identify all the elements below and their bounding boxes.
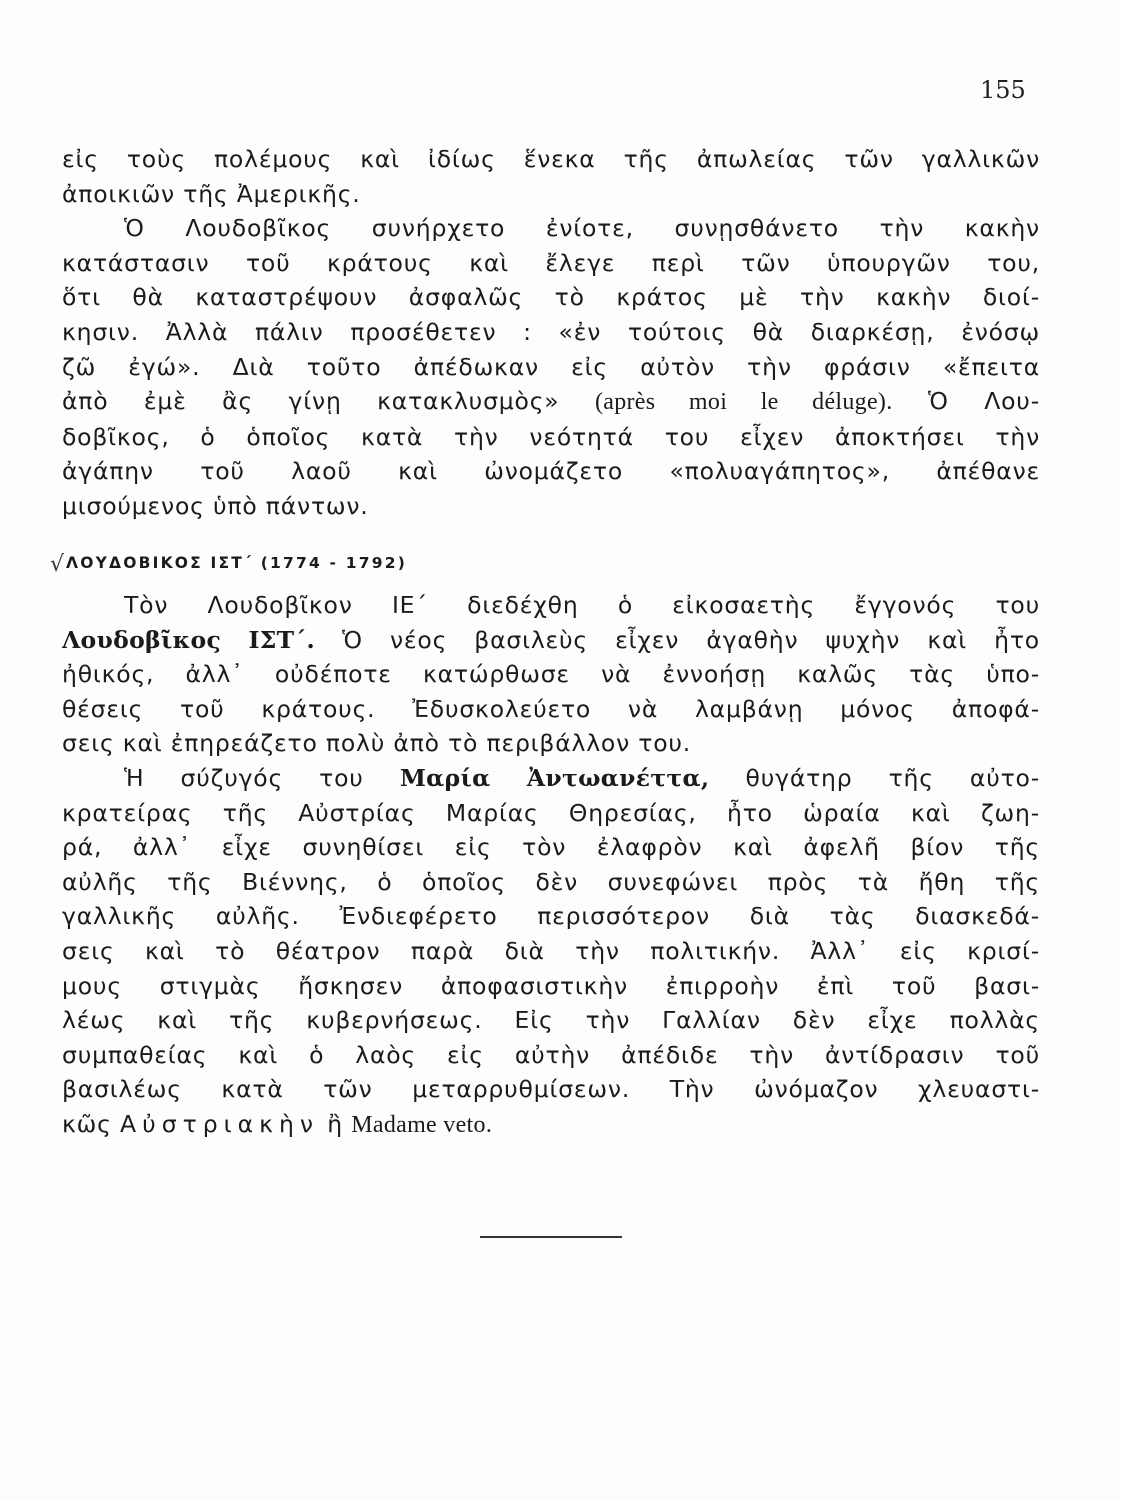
text-line-mixed: [62, 623, 1040, 658]
text-line: δοβῖκος, ὁ ὁποῖος κατὰ τὴν νεότητά του εἶχεν ἀποκτήσει τὴν: [62, 422, 1040, 451]
text-line: θέσεις τοῦ κράτους. Ἐδυσκολεύετο νὰ λαμβάνῃ μόνος ἀποφά-: [62, 694, 1040, 723]
greek-text: Ὁ Λου-: [928, 387, 1040, 416]
section-heading: [50, 552, 407, 577]
text-line: σεις καὶ τὸ θέατρον παρὰ διὰ τὴν πολιτικήν. Ἀλλ᾽ εἰς κρισί-: [62, 936, 1040, 965]
text-line: κησιν. Ἀλλὰ πάλιν προσέθετεν : «ἐν τούτοις θὰ διαρκέσῃ, ἐνόσῳ: [62, 317, 1040, 346]
text-line: γαλλικῆς αὐλῆς. Ἐνδιεφέρετο περισσότερον διὰ τὰς διασκεδά-: [62, 902, 1040, 931]
greek-text: Ὁ νέος βασιλεὺς εἶχεν ἀγαθὴν ψυχὴν καὶ ἦτο: [342, 625, 1040, 654]
text-line-mixed: [62, 384, 1040, 420]
spaced-emphasis: Αὐστριακὴν: [120, 1109, 319, 1138]
text-line: σεις καὶ ἐπηρεάζετο πολὺ ἀπὸ τὸ περιβάλλον του.: [62, 729, 692, 758]
text-line-mixed: [62, 1107, 1040, 1143]
paragraph-continuation: [62, 142, 1040, 524]
bold-name: Λουδοβῖκος ΙΣΤ΄.: [62, 625, 315, 654]
french-phrase: (après moi le déluge).: [594, 389, 893, 416]
section-divider: [480, 1236, 622, 1238]
bold-name: Μαρία Ἀντωανέττα,: [399, 763, 710, 792]
greek-text: θυγάτηρ τῆς αὐτο-: [745, 763, 1040, 792]
text-line: λέως καὶ τῆς κυβερνήσεως. Εἰς τὴν Γαλλίαν δὲν εἶχε πολλὰς: [62, 1006, 1040, 1035]
text-line: ζῶ ἐγώ». Διὰ τοῦτο ἀπέδωκαν εἰς αὐτὸν τὴν φράσιν «ἔπειτα: [62, 352, 1040, 381]
text-line: μους στιγμὰς ἤσκησεν ἀποφασιστικὴν ἐπιρροὴν ἐπὶ τοῦ βασι-: [62, 971, 1040, 1000]
text-line: Ὁ Λουδοβῖκος συνήρχετο ἐνίοτε, συνῃσθάνετο τὴν κακὴν: [124, 214, 1040, 243]
text-line: ἠθικός, ἀλλ᾽ οὐδέποτε κατώρθωσε νὰ ἐννοήσῃ καλῶς τὰς ὑπο-: [62, 660, 1040, 689]
text-line: Τὸν Λουδοβῖκον ΙΕ΄ διεδέχθη ὁ εἰκοσαετὴς ἔγγονός του: [124, 591, 1040, 619]
check-mark-icon: √: [50, 552, 65, 577]
text-line: συμπαθείας καὶ ὁ λαὸς εἰς αὐτὴν ἀπέδιδε τὴν ἀντίδρασιν τοῦ: [62, 1040, 1040, 1069]
text-line: εἰς τοὺς πολέμους καὶ ἰδίως ἕνεκα τῆς ἀπωλείας τῶν γαλλικῶν: [62, 145, 1040, 173]
greek-text: Ἡ σύζυγός του: [124, 763, 364, 792]
greek-text: ἢ: [327, 1109, 343, 1138]
greek-text: ἀπὸ ἐμὲ ἂς γίνῃ κατακλυσμὸς»: [62, 387, 560, 416]
text-line: αὐλῆς τῆς Βιέννης, ὁ ὁποῖος δὲν συνεφώνει πρὸς τὰ ἤθη τῆς: [62, 867, 1040, 896]
section-body: [62, 588, 1040, 1143]
page-number: 155: [980, 76, 1026, 104]
text-line: ρά, ἀλλ᾽ εἶχε συνηθίσει εἰς τὸν ἐλαφρὸν καὶ ἀφελῆ βίον τῆς: [62, 833, 1040, 862]
greek-text: κῶς: [62, 1109, 112, 1138]
text-line: μισούμενος ὑπὸ πάντων.: [62, 491, 369, 520]
text-line: ἀγάπην τοῦ λαοῦ καὶ ὠνομάζετο «πολυαγάπητος», ἀπέθανε: [62, 457, 1040, 486]
text-line: ἀποικιῶν τῆς Ἀμερικῆς.: [62, 179, 361, 208]
text-line: βασιλέως κατὰ τῶν μεταρρυθμίσεων. Τὴν ὠνόμαζον χλευαστι-: [62, 1075, 1040, 1104]
text-line-mixed: [62, 761, 1040, 796]
section-heading-text: ΛΟΥΔΟΒΙΚΟΣ ΙΣΤ΄ (1774 - 1792): [66, 554, 407, 572]
text-line: κρατείρας τῆς Αὐστρίας Μαρίας Θηρεσίας, ἦτο ὡραία καὶ ζωη-: [62, 798, 1040, 827]
text-line: ὅτι θὰ καταστρέψουν ἀσφαλῶς τὸ κράτος μὲ τὴν κακὴν διοί-: [62, 283, 1040, 312]
french-phrase: Madame veto.: [351, 1111, 493, 1138]
text-line: κατάστασιν τοῦ κράτους καὶ ἔλεγε περὶ τῶν ὑπουργῶν του,: [62, 248, 1040, 277]
